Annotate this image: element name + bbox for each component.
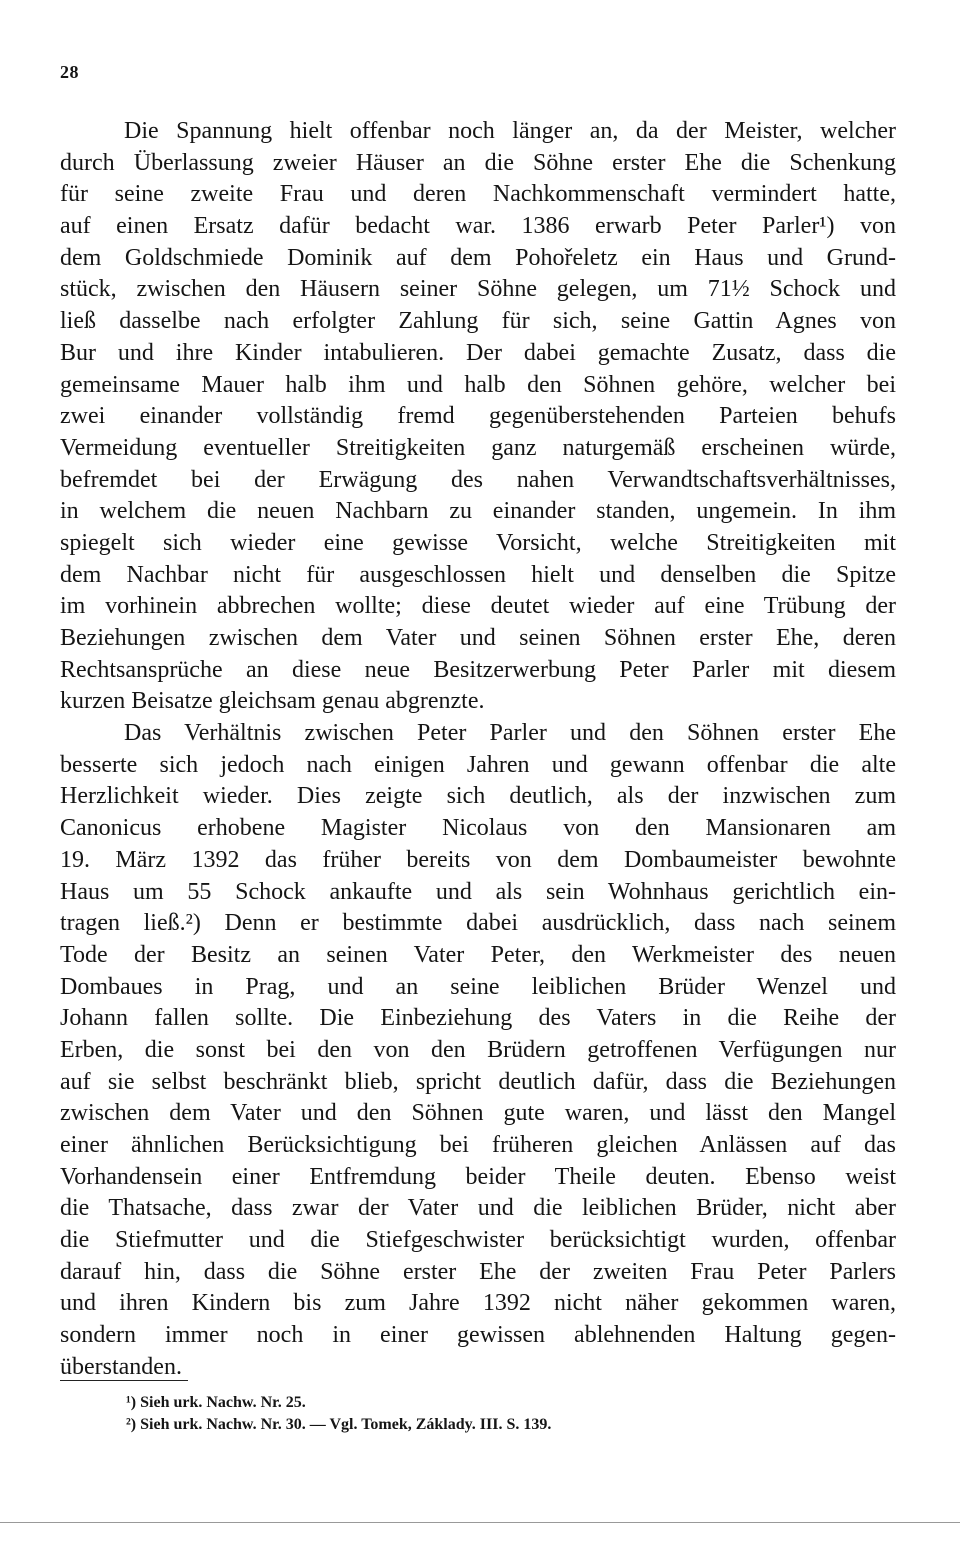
text-line: spiegelt sich wieder eine gewisse Vorsicht, welche Streitigkeiten mit (60, 529, 896, 556)
text-line: Erben, die sonst bei den von den Brüdern getroffenen Verfügungen nur (60, 1036, 896, 1063)
text-line: Rechtsansprüche an diese neue Besitzerwerbung Peter Parler mit diesem (60, 656, 896, 683)
text-line: stück, zwischen den Häusern seiner Söhne gelegen, um 71½ Schock und (60, 276, 896, 303)
text-line: auf einen Ersatz dafür bedacht war. 1386 erwarb Peter Parler¹) von (60, 213, 896, 240)
text-line: einer ähnlichen Berücksichtigung bei früheren gleichen Anlässen auf das (60, 1132, 896, 1158)
page-edge-line (0, 1522, 960, 1523)
page-number: 28 (60, 62, 79, 82)
text-line: dem Goldschmiede Dominik auf dem Pohořeletz ein Haus und Grund- (60, 244, 896, 271)
text-line: sondern immer noch in einer gewissen ablehnenden Haltung gegen- (60, 1322, 896, 1349)
footnote-2: ²) Sieh urk. Nachw. Nr. 30. — Vgl. Tomek, Základy. III. S. 139. (126, 1416, 552, 1433)
text-line: Dombaues in Prag, und an seine leiblichen Brüder Wenzel und (60, 973, 896, 1000)
text-line: überstanden. (60, 1353, 182, 1380)
text-line: Das Verhältnis zwischen Peter Parler und den Söhnen erster Ehe (124, 720, 896, 747)
text-line: auf sie selbst beschränkt blieb, spricht deutlich dafür, dass die Beziehungen (60, 1068, 896, 1095)
text-line: Die Spannung hielt offenbar noch länger an, da der Meister, welcher (124, 118, 896, 144)
text-line: 19. März 1392 das früher bereits von dem Dombaumeister bewohnte (60, 846, 896, 873)
text-line: Vorhandensein einer Entfremdung beider Theile deuten. Ebenso weist (60, 1163, 896, 1190)
text-line: durch Überlassung zweier Häuser an die Söhne erster Ehe die Schenkung (60, 149, 896, 176)
footnotes (126, 1392, 886, 1436)
text-line: Johann fallen sollte. Die Einbeziehung des Vaters in die Reihe der (60, 1005, 896, 1032)
text-line: dem Nachbar nicht für ausgeschlossen hielt und denselben die Spitze (60, 561, 896, 588)
paragraph-2 (60, 718, 896, 1383)
text-line: befremdet bei der Erwägung des nahen Verwandtschaftsverhältnisses, (60, 466, 896, 493)
text-line: ließ dasselbe nach erfolgter Zahlung für sich, seine Gattin Agnes von (60, 308, 896, 335)
text-line: im vorhinein abbrechen wollte; diese deutet wieder auf eine Trübung der (60, 593, 896, 620)
text-line: tragen ließ.²) Denn er bestimmte dabei ausdrücklich, dass nach seinem (60, 910, 896, 937)
text-line: besserte sich jedoch nach einigen Jahren und gewann offenbar die alte (60, 751, 896, 778)
text-line: Beziehungen zwischen dem Vater und seinen Söhnen erster Ehe, deren (60, 625, 896, 651)
paragraph-1 (60, 116, 896, 718)
text-line: darauf hin, dass die Söhne erster Ehe der zweiten Frau Peter Parlers (60, 1258, 896, 1285)
text-line: die Stiefmutter und die Stiefgeschwister berücksichtigt wurden, offenbar (60, 1227, 896, 1254)
text-line: Tode der Besitz an seinen Vater Peter, den Werkmeister des neuen (60, 941, 896, 968)
text-line: Haus um 55 Schock ankaufte und als sein Wohnhaus gerichtlich ein- (60, 878, 896, 905)
text-line: für seine zweite Frau und deren Nachkommenschaft vermindert hatte, (60, 181, 896, 208)
text-line: zwei einander vollständig fremd gegenüberstehenden Parteien behufs (60, 403, 896, 430)
text-line: die Thatsache, dass zwar der Vater und die leiblichen Brüder, nicht aber (60, 1195, 896, 1222)
text-line: Herzlichkeit wieder. Dies zeigte sich deutlich, als der inzwischen zum (60, 783, 896, 810)
footnote-divider (60, 1380, 188, 1381)
text-line: gemeinsame Mauer halb ihm und halb den Söhnen gehöre, welcher bei (60, 371, 896, 398)
text-line: Bur und ihre Kinder intabulieren. Der dabei gemachte Zusatz, dass die (60, 339, 896, 366)
text-line: in welchem die neuen Nachbarn zu einander standen, ungemein. In ihm (60, 498, 896, 525)
footnote-1: ¹) Sieh urk. Nachw. Nr. 25. (126, 1394, 306, 1411)
text-line: zwischen dem Vater und den Söhnen gute waren, und lässt den Mangel (60, 1100, 896, 1127)
text-line: und ihren Kindern bis zum Jahre 1392 nicht näher gekommen waren, (60, 1290, 896, 1317)
text-line: Canonicus erhobene Magister Nicolaus von den Mansionaren am (60, 815, 896, 842)
text-line: Vermeidung eventueller Streitigkeiten ganz naturgemäß erscheinen würde, (60, 434, 896, 461)
body-text (60, 116, 896, 1384)
text-line: kurzen Beisatze gleichsam genau abgrenzte. (60, 688, 485, 715)
